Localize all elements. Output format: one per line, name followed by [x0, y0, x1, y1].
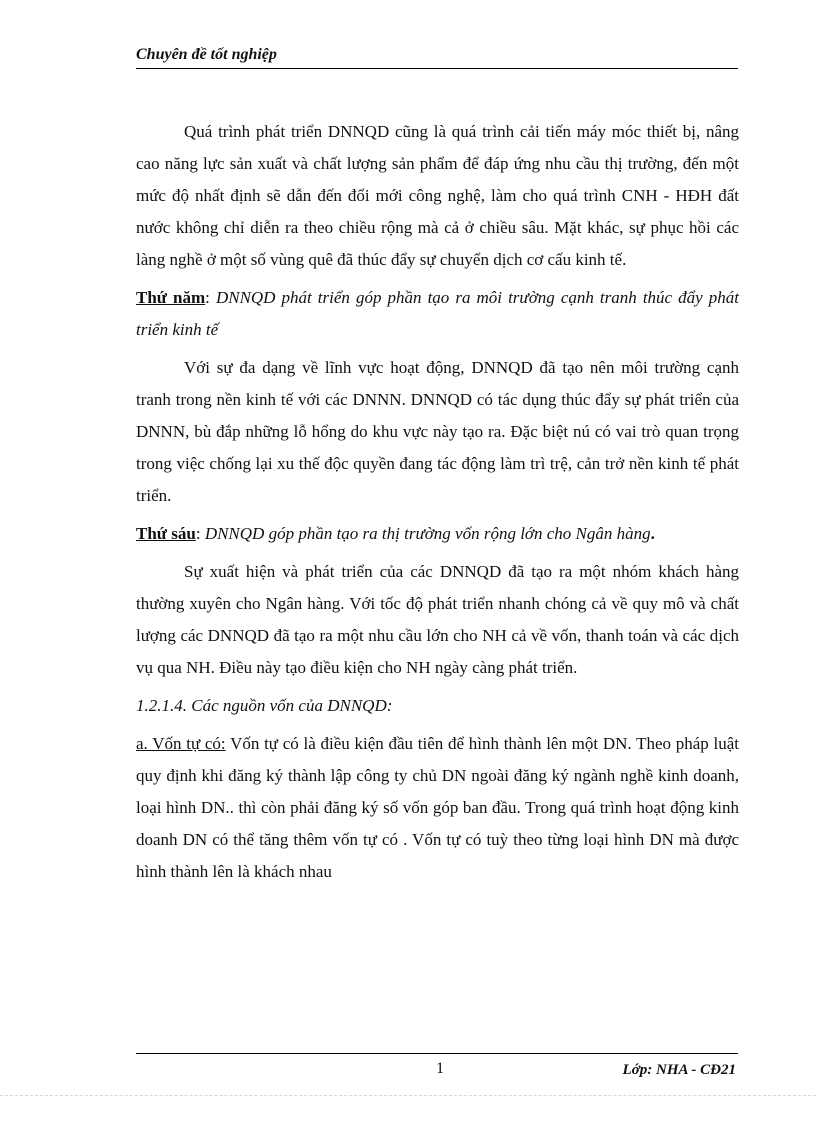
header-title: Chuyên đề tốt nghiệp — [136, 46, 277, 63]
page-edge — [0, 1095, 816, 1096]
heading-label: Thứ năm — [136, 288, 206, 307]
page-footer — [136, 1053, 738, 1084]
heading-thu-nam — [136, 282, 739, 346]
heading-text: DNNQD góp phần tạo ra thị trường vốn rộng lớn cho Ngân hàng — [204, 524, 651, 543]
subsection-label: a. Vốn tự có: — [136, 734, 226, 753]
heading-text: DNNQD phát triển góp phần tạo ra môi trường cạnh tranh thúc đẩy phát triển kinh tế — [136, 288, 739, 339]
page-number: 1 — [436, 1060, 444, 1077]
paragraph-4-text: Vốn tự có là điều kiện đầu tiên để hình thành lên một DN. Theo pháp luật quy định khi đăng ký thành lập công ty chủ DN ngoài đăng ký ngành nghề kinh doanh, loại hình DN.. thì còn phải đăng ký số vốn góp ban đầu. Trong quá trình hoạt động kinh doanh DN có thể tăng thêm vốn tự có . Vốn tự có tuỳ theo từng loại hình DN mà được hình thành lên là khách nhau — [136, 734, 739, 881]
heading-sep: : — [205, 288, 216, 307]
heading-label: Thứ sáu — [136, 524, 196, 543]
paragraph-2: Với sự đa dạng về lĩnh vực hoạt động, DNNQD đã tạo nên môi trường cạnh tranh trong nền kinh tế với các DNNN. DNNQD có tác dụng thúc đẩy sự phát triển của DNNN, bù đắp những lỗ hổng do khu vực này tạo ra. Đặc biệt nú có vai trò quan trọng trong việc chống lại xu thế độc quyền đang tác động làm trì trệ, cản trở nền kinh tế phát triển. — [136, 358, 739, 505]
heading-end: . — [650, 524, 655, 543]
paragraph-1: Quá trình phát triển DNNQD cũng là quá trình cải tiến máy móc thiết bị, nâng cao năng lực sản xuất và chất lượng sản phẩm để đáp ứng nhu cầu thị trường, đến một mức độ nhất định sẽ dẫn đến đổi mới công nghệ, làm cho quá trình CNH - HĐH đất nước không chỉ diễn ra theo chiều rộng mà cả ở chiều sâu. Mặt khác, sự phục hồi các làng nghề ở một số vùng quê đã thúc đẩy sự chuyển dịch cơ cấu kinh tế. — [136, 122, 739, 269]
paragraph-4 — [136, 728, 739, 888]
heading-thu-sau — [136, 518, 739, 550]
section-heading: 1.2.1.4. Các nguồn vốn của DNNQD: — [136, 696, 393, 715]
document-body — [136, 116, 739, 894]
class-label: Lớp: NHA - CĐ21 — [622, 1062, 736, 1078]
heading-sep: : — [195, 524, 205, 543]
paragraph-3: Sự xuất hiện và phát triển của các DNNQD đã tạo ra một nhóm khách hàng thường xuyên cho Ngân hàng. Với tốc độ phát triển nhanh chóng cả về quy mô và chất lượng các DNNQD đã tạo ra một nhu cầu lớn cho NH cả về vốn, thanh toán và các dịch vụ qua NH. Điều này tạo điều kiện cho NH ngày càng phát triển. — [136, 562, 739, 677]
page-header — [136, 46, 738, 69]
